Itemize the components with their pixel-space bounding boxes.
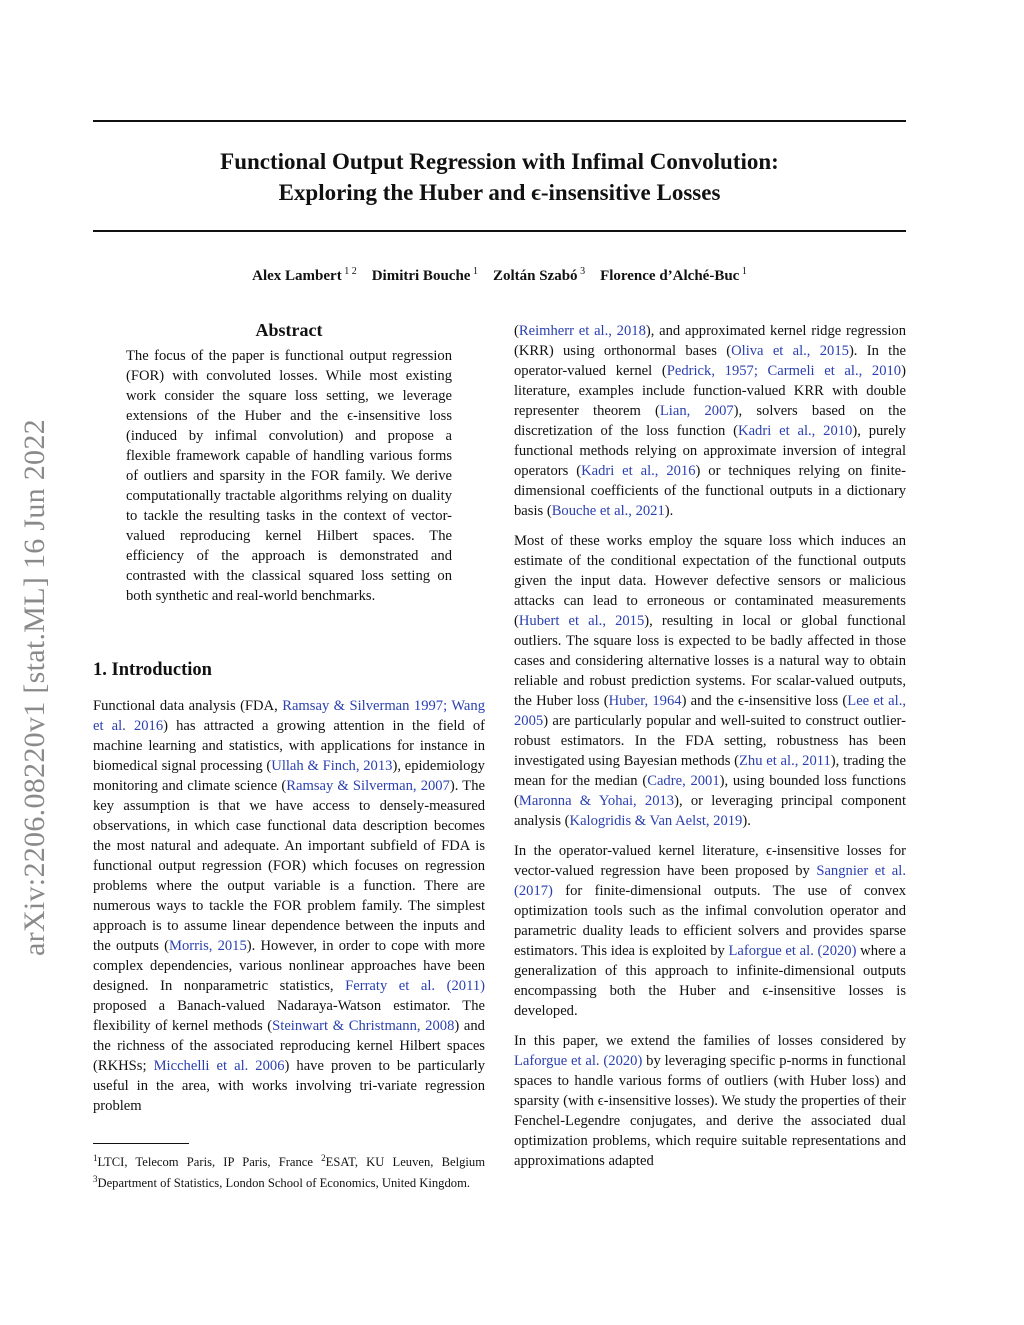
text-run: ), and approximated kernel ridge regression (KRR) using orthonormal bases ( xyxy=(514,323,906,359)
footnote-text: Department of Statistics, London School of Economics, United Kingdom. xyxy=(97,1175,471,1190)
text-run: ). xyxy=(664,503,674,519)
text-run: ). In the operator-valued kernel ( xyxy=(514,343,906,379)
text-run: ), using bounded loss functions ( xyxy=(514,773,906,809)
text-run: In this paper, we extend the families of losses considered by xyxy=(514,1033,906,1049)
text-run: Functional data analysis (FDA, xyxy=(93,698,283,714)
text-run: ) has attracted a growing attention in the field of machine learning and statistics, with applications for instance in biomedical signal processing ( xyxy=(93,718,485,774)
footnote-rule xyxy=(93,1143,189,1144)
abstract-heading: Abstract xyxy=(255,320,323,340)
citation-link[interactable]: Sangnier et al. (2017) xyxy=(514,863,906,899)
text-run: ), purely functional methods relying on approximate inversion of integral operators ( xyxy=(514,423,906,479)
title-rule-top xyxy=(93,120,906,122)
citation-link[interactable]: Ferraty et al. (2011) xyxy=(345,978,486,994)
footnote-marker: 3 xyxy=(93,1173,98,1184)
citation-link[interactable]: Hubert et al., 2015 xyxy=(518,613,645,629)
citation-link[interactable]: Kadri et al., 2016 xyxy=(581,463,696,479)
citation-link[interactable]: Kadri et al., 2010 xyxy=(738,423,853,439)
text-run: ), solvers based on the discretization of the loss function ( xyxy=(514,403,906,439)
title-rule-bottom xyxy=(93,230,906,232)
text-run: ), or leveraging principal component analysis ( xyxy=(514,793,907,829)
author-name: Florence d’Alché-Buc xyxy=(600,268,740,284)
text-run: ) are particularly popular and well-suited to construct outlier-robust estimators. In the FDA setting, robustness has been investigated using Bayesian methods ( xyxy=(514,713,906,769)
text-run: In the operator-valued kernel literature, ϵ-insensitive losses for vector-valued regression have been proposed by xyxy=(514,843,906,879)
abstract-body xyxy=(126,346,452,616)
right-column xyxy=(514,321,906,1181)
affiliation-footnote xyxy=(93,1150,485,1191)
citation-link[interactable]: Lee et al., 2005 xyxy=(514,693,906,729)
text-run: ) and the ϵ-insensitive loss ( xyxy=(681,693,848,709)
citation-link[interactable]: Bouche et al., 2021 xyxy=(551,503,665,519)
footnote-marker: 1 xyxy=(93,1153,98,1163)
citation-link[interactable]: Ramsay & Silverman 1997; Wang et al. 2016 xyxy=(93,698,485,734)
citation-link[interactable]: Huber, 1964 xyxy=(608,693,682,709)
footnote-text: LTCI, Telecom Paris, IP Paris, France xyxy=(97,1155,322,1170)
abstract-text: The focus of the paper is functional output regression (FOR) with convoluted losses. While most existing work consider the square loss setting, we leverage extensions of the Huber and the ϵ-insensitive loss (induced by infimal convolution) and propose a flexible framework capable of handling various forms of outliers and sparsity in the FOR family. We derive computationally tractable algorithms relying on duality to tackle the resulting tasks in the context of vector-valued reproducing kernel Hilbert spaces. The efficiency of the approach is demonstrated and contrasted with the classical squared loss setting on both synthetic and real-world benchmarks. xyxy=(126,348,452,604)
author-affiliation: 1 2 xyxy=(341,266,357,277)
citation-link[interactable]: Reimherr et al., 2018 xyxy=(518,323,646,339)
arxiv-stamp: arXiv:2206.08220v1 [stat.ML] 16 Jun 2022 xyxy=(18,419,51,956)
citation-link[interactable]: Ullah & Finch, 2013 xyxy=(271,758,393,774)
citation-link[interactable]: Laforgue et al. (2020) xyxy=(514,1053,643,1069)
text-run: ). xyxy=(742,813,751,829)
author-affiliation: 1 xyxy=(470,266,478,277)
title-line-2: Exploring the Huber and ϵ-insensitive Losses xyxy=(278,180,721,205)
text-run: ), resulting in local or global functional outliers. The square loss is expected to be badly affected in those cases and considering alternative losses is a natural way to obtain reliable and robust prediction systems. For scalar-valued outputs, the Huber loss ( xyxy=(514,613,906,709)
author-affiliation: 1 xyxy=(739,266,747,277)
author-name: Alex Lambert xyxy=(252,268,342,284)
citation-link[interactable]: Kalogridis & Van Aelst, 2019 xyxy=(569,813,743,829)
text-run: where a generalization of this approach to infinite-dimensional outputs encompassing both the Huber and ϵ-insensitive losses is developed. xyxy=(514,943,906,1019)
text-run: ). However, in order to cope with more complex dependencies, various nonlinear approaches have been designed. In nonparametric statistics, xyxy=(93,938,486,994)
citation-link[interactable]: Pedrick, 1957; Carmeli et al., 2010 xyxy=(666,363,902,379)
intro-paragraph-3 xyxy=(514,531,906,831)
text-run: by leveraging specific p-norms in functional spaces to handle various forms of outliers (with Huber loss) and sparsity (with ϵ-insensitive losses). We study the properties of their Fenchel-Legendre conjugates, and derive the associated dual optimization problems, which require suitable representations and approximations adapted xyxy=(514,1053,907,1169)
text-run: ) literature, examples include function-valued KRR with double representer theorem ( xyxy=(514,363,906,419)
text-run: ) have proven to be particularly useful in the area, with works involving tri-variate regression problem xyxy=(93,1058,485,1114)
citation-link[interactable]: Laforgue et al. (2020) xyxy=(728,943,857,959)
intro-paragraph-5 xyxy=(514,1031,906,1171)
title-line-1: Functional Output Regression with Infimal Convolution: xyxy=(220,149,779,174)
text-run: ) or techniques relying on finite-dimensional coefficients of the functional outputs in a dictionary basis ( xyxy=(514,463,906,519)
text-run: ( xyxy=(514,323,519,339)
citation-link[interactable]: Zhu et al., 2011 xyxy=(739,753,831,769)
left-column xyxy=(93,696,485,1126)
citation-link[interactable]: Maronna & Yohai, 2013 xyxy=(518,793,675,809)
citation-link[interactable]: Lian, 2007 xyxy=(659,403,734,419)
text-run: ), epidemiology monitoring and climate science ( xyxy=(93,758,485,794)
author-name: Dimitri Bouche xyxy=(371,268,471,284)
footnote-marker: 2 xyxy=(321,1153,326,1163)
intro-paragraph-1 xyxy=(93,696,485,1116)
citation-link[interactable]: Cadre, 2001 xyxy=(647,773,720,789)
text-run: for finite-dimensional outputs. The use of convex optimization tools such as the infimal convolution operator and parametric duality leads to efficient solvers and provides sparse estimators. This idea is exploited by xyxy=(514,883,906,959)
intro-paragraph-2 xyxy=(514,321,906,521)
text-run: ). The key assumption is that we have access to densely-measured observations, in which case functional data description becomes the most natural and adequate. An important subfield of FDA is functional output regression (FOR) which focuses on regression problems where the output variable is a function. There are numerous ways to tackle the FOR problem family. The simplest approach is to assume linear dependence between the inputs and the outputs ( xyxy=(93,778,485,954)
author-affiliation: 3 xyxy=(577,266,586,277)
intro-paragraph-4 xyxy=(514,841,906,1021)
text-run: Most of these works employ the square loss which induces an estimate of the conditional expectation of the functional outputs given the input data. However defective sensors or malicious attacks can lead to erroneous or contaminated measurements ( xyxy=(514,533,906,629)
paper-title xyxy=(93,146,906,208)
citation-link[interactable]: Morris, 2015 xyxy=(169,938,247,954)
author-list xyxy=(93,266,906,285)
text-run: ), trading the mean for the median ( xyxy=(514,753,906,789)
section-heading-introduction: 1. Introduction xyxy=(93,660,212,680)
text-run: ) and the richness of the associated reproducing kernel Hilbert spaces (RKHSs; xyxy=(93,1018,485,1074)
text-run: proposed a Banach-valued Nadaraya-Watson estimator. The flexibility of kernel methods ( xyxy=(93,998,485,1034)
citation-link[interactable]: Oliva et al., 2015 xyxy=(731,343,849,359)
footnote-text: ESAT, KU Leuven, Belgium xyxy=(325,1155,485,1170)
citation-link[interactable]: Ramsay & Silverman, 2007 xyxy=(286,778,450,794)
author-name: Zoltán Szabó xyxy=(492,268,578,284)
citation-link[interactable]: Micchelli et al. 2006 xyxy=(153,1058,285,1074)
citation-link[interactable]: Steinwart & Christmann, 2008 xyxy=(272,1018,455,1034)
